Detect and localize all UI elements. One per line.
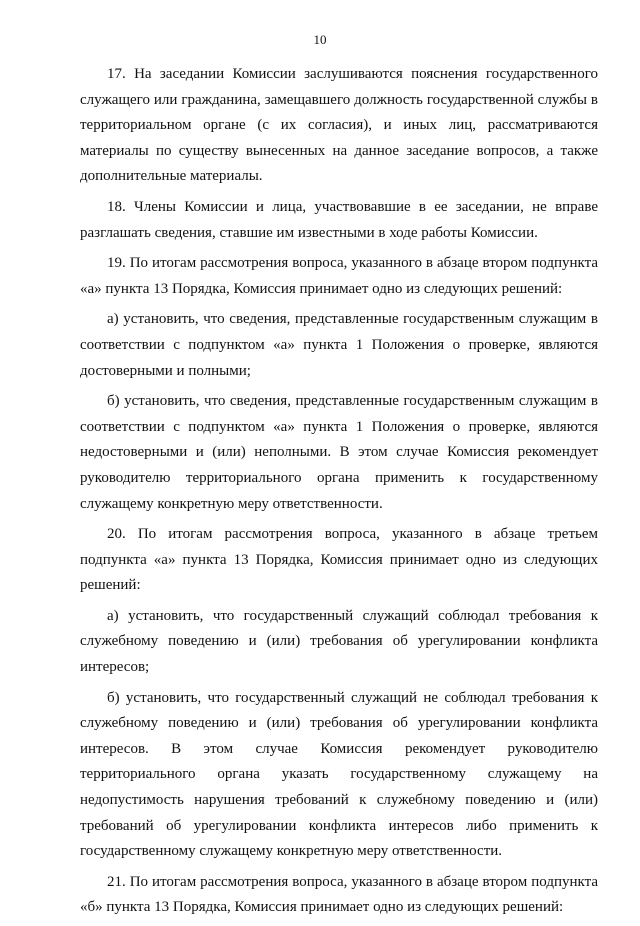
- paragraph-17: 17. На заседании Комиссии заслушиваются пояснения государственного служащего или гражданина, замещавшего должность государственной службы в территориальном органе (с их согласия), и иных лиц, рассматриваются материалы по существу вынесенных на данное заседание вопросов, а также дополнительные материалы.: [80, 66, 598, 185]
- paragraph-19-a: а) установить, что сведения, представленные государственным служащим в соответствии с подпунктом «а» пункта 1 Положения о проверке, являются достоверными и полными;: [80, 311, 598, 379]
- paragraph-21: 21. По итогам рассмотрения вопроса, указанного в абзаце втором подпункта «б» пункта 13 Порядка, Комиссия принимает одно из следующих решений:: [80, 873, 598, 916]
- paragraph-20-a: а) установить, что государственный служащий соблюдал требования к служебному поведению и (или) требования об урегулировании конфликта интересов;: [80, 607, 598, 676]
- document-body: [80, 62, 598, 926]
- paragraph-20: 20. По итогам рассмотрения вопроса, указанного в абзаце третьем подпункта «а» пункта 13 Порядка, Комиссия принимает одно из следующих решений:: [80, 526, 598, 594]
- paragraph-20-b: б) установить, что государственный служащий не соблюдал требования к служебному поведению и (или) требования об урегулировании конфликта интересов. В этом случае Комиссия рекомендует руководителю территориального органа указать государственному служащему на недопустимость нарушения требований к служебному поведению и (или) требований об урегулировании конфликта интересов либо применить к государственному служащему конкретную меру ответственности.: [80, 689, 598, 860]
- paragraph-19: 19. По итогам рассмотрения вопроса, указанного в абзаце втором подпункта «а» пункта 13 Порядка, Комиссия принимает одно из следующих решений:: [80, 255, 598, 297]
- page-number: 10: [313, 32, 327, 47]
- paragraph-18: 18. Члены Комиссии и лица, участвовавшие в ее заседании, не вправе разглашать сведения, ставшие им известными в ходе работы Комиссии.: [80, 198, 598, 241]
- paragraph-19-b: б) установить, что сведения, представленные государственным служащим в соответствии с подпунктом «а» пункта 1 Положения о проверке, являются недостоверными и (или) неполными. В этом случае Комиссия рекомендует руководителю территориального органа применить к государственному служащему конкретную меру ответственности.: [80, 393, 598, 512]
